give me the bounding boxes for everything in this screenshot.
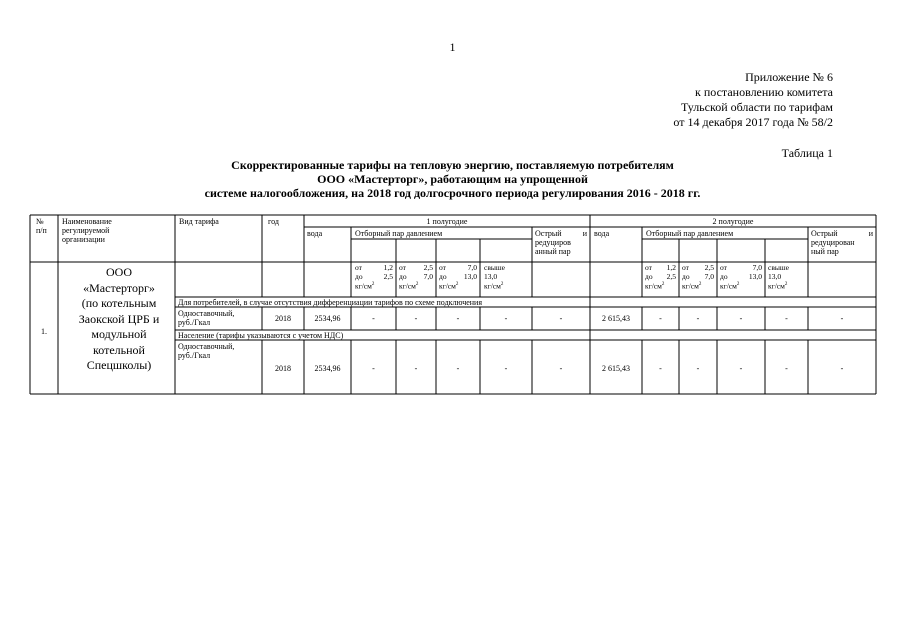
header-hot-steam-h2-line-2: редуцирован <box>811 238 855 247</box>
unit-superscript: 2 <box>661 282 665 287</box>
header-pressure-4-h2 <box>768 264 789 291</box>
row-1-dash: - <box>414 314 418 323</box>
pressure-4-h2-unit <box>768 281 789 291</box>
pressure-2-h2-unit <box>682 281 714 291</box>
header-org-line-2: регулируемой <box>62 226 110 235</box>
pressure-3-h2-line-1: от 7,0 <box>720 263 762 272</box>
row-1-water-h1: 2534,96 <box>314 314 341 323</box>
row-1-water-h2: 2 615,43 <box>602 314 630 323</box>
pressure-3-h1-line-2: до 13,0 <box>439 271 477 281</box>
unit-superscript: 2 <box>455 282 459 287</box>
row-1-tariff-type <box>178 309 234 327</box>
unit-superscript: 2 <box>371 282 375 287</box>
pressure-4-h1-line-1: свыше <box>484 263 506 272</box>
unit-text: кг/см <box>682 281 699 291</box>
row-2-water-h1: 2534,96 <box>314 364 341 373</box>
row-1-dash: - <box>504 314 508 323</box>
unit-text: кг/см <box>484 281 501 291</box>
title-line-3: системе налогообложения, на 2018 год долгосрочного периода регулирования 2016 - 2018 гг. <box>204 186 701 200</box>
header-half-2: 2 полугодие <box>712 217 754 226</box>
appendix-line-4: от 14 декабря 2017 года № 58/2 <box>673 115 833 129</box>
header-hot-steam-h2 <box>811 229 873 256</box>
row-1-tariff-line-2: руб./Гкал <box>178 318 211 327</box>
title-line-2: ООО «Мастерторг», работающим на упрощенной <box>317 172 588 186</box>
pressure-3-h1-unit <box>439 281 477 291</box>
appendix-line-1: Приложение № 6 <box>745 70 833 84</box>
row-2-water-h2: 2 615,43 <box>602 364 630 373</box>
header-org-line-3: организации <box>62 235 105 244</box>
unit-text: кг/см <box>720 281 737 291</box>
organization-line-5: модульной <box>91 327 147 341</box>
header-tariff-type: Вид тарифа <box>179 217 219 226</box>
row-1-dash: - <box>559 314 563 323</box>
pressure-4-h1-unit <box>484 281 505 291</box>
unit-text: кг/см <box>768 281 785 291</box>
header-steam-h2: Отборный пар давлением <box>646 229 734 238</box>
table-label: Таблица 1 <box>781 146 833 160</box>
row-2-dash: - <box>372 364 375 373</box>
header-hot-steam-h2-line-1: Острый и <box>811 229 873 238</box>
pressure-1-h2-unit <box>645 281 676 291</box>
pressure-1-h2-line-2: до 2,5 <box>645 271 676 281</box>
row-1-dash: - <box>696 314 700 323</box>
row-2-dash: - <box>785 364 788 373</box>
row-1-dash: - <box>372 314 375 323</box>
header-hot-steam-h1-line-1: Острый и <box>535 229 587 238</box>
row-1-dash: - <box>785 314 788 323</box>
row-2-dash: - <box>696 364 700 373</box>
row-2-year: 2018 <box>275 364 291 373</box>
unit-superscript: 2 <box>698 282 702 287</box>
row-1-year: 2018 <box>275 314 291 323</box>
row-2-tariff-line-2: руб./Гкал <box>178 351 211 360</box>
pressure-2-h1-line-1: от 2,5 <box>399 263 433 272</box>
appendix-line-2: к постановлению комитета <box>695 85 833 99</box>
pressure-3-h1-line-1: от 7,0 <box>439 263 477 272</box>
unit-text: кг/см <box>645 281 662 291</box>
header-hot-steam-h2-line-3: ный пар <box>811 247 839 256</box>
row-1-tariff-line-1: Одноставочный, <box>178 309 235 318</box>
header-steam-h1: Отборный пар давлением <box>355 229 443 238</box>
organization-line-3: (по котельным <box>81 296 157 310</box>
row-2-dash: - <box>739 364 743 373</box>
section-all-consumers: Для потребителей, в случае отсутствия дифференциации тарифов по схеме подключения <box>178 298 483 307</box>
pressure-1-h1-line-2: до 2,5 <box>355 271 393 281</box>
section-population: Население (тарифы указываются с учетом НДС) <box>178 331 344 340</box>
organization-line-4: Заокской ЦРБ и <box>78 311 160 326</box>
row-1-dash: - <box>840 314 844 323</box>
header-hot-steam-h1-line-3: анный пар <box>535 247 571 256</box>
row-2-dash: - <box>840 364 844 373</box>
row-2-dash: - <box>559 364 563 373</box>
unit-text: кг/см <box>439 281 456 291</box>
row-2-dash: - <box>456 364 460 373</box>
row-1-dash: - <box>456 314 460 323</box>
page-number: 1 <box>449 40 456 54</box>
row-1-dash: - <box>739 314 743 323</box>
appendix-line-3: Тульской области по тарифам <box>680 100 833 114</box>
row-number: 1. <box>41 327 47 336</box>
header-year: год <box>268 217 279 226</box>
pressure-2-h2-line-2: до 7,0 <box>682 271 714 281</box>
organization-line-1: ООО <box>106 265 132 279</box>
header-water-h1: вода <box>307 229 323 238</box>
organization-line-7: Спецшколы) <box>86 358 152 372</box>
pressure-3-h2-line-2: до 13,0 <box>720 271 762 281</box>
header-num <box>36 217 47 235</box>
header-org-line-1: Наименование <box>62 217 112 226</box>
pressure-3-h2-unit <box>720 281 762 291</box>
row-2-dash: - <box>504 364 508 373</box>
header-num-line-1: № <box>36 217 44 226</box>
pressure-4-h2-line-1: свыше <box>768 263 790 272</box>
unit-text: кг/см <box>355 281 372 291</box>
pressure-2-h1-unit <box>399 281 433 291</box>
row-2-dash: - <box>414 364 418 373</box>
row-1-dash: - <box>659 314 662 323</box>
pressure-4-h2-line-2: 13,0 <box>768 271 782 281</box>
pressure-1-h1-unit <box>355 281 393 291</box>
header-hot-steam-h1 <box>535 229 587 256</box>
pressure-4-h1-line-2: 13,0 <box>484 271 498 281</box>
pressure-1-h2-line-1: от 1,2 <box>645 263 676 272</box>
pressure-1-h1-line-1: от 1,2 <box>355 263 393 272</box>
pressure-2-h2-line-1: от 2,5 <box>682 263 714 272</box>
header-half-1: 1 полугодие <box>426 217 468 226</box>
row-2-tariff-line-1: Одноставочный, <box>178 342 235 351</box>
organization-line-6: котельной <box>93 342 145 357</box>
row-2-dash: - <box>659 364 662 373</box>
header-pressure-3-h2 <box>720 264 762 291</box>
row-2-tariff-type <box>178 342 234 360</box>
unit-superscript: 2 <box>784 282 788 287</box>
unit-text: кг/см <box>399 281 416 291</box>
organization-name <box>64 265 174 374</box>
unit-superscript: 2 <box>500 282 504 287</box>
organization-line-2: «Мастерторг» <box>83 280 155 295</box>
unit-superscript: 2 <box>736 282 740 287</box>
pressure-2-h1-line-2: до 7,0 <box>399 271 433 281</box>
header-water-h2: вода <box>594 229 610 238</box>
header-pressure-1-h1 <box>355 264 393 291</box>
header-pressure-2-h2 <box>682 264 714 291</box>
header-pressure-3-h1 <box>439 264 477 291</box>
header-pressure-2-h1 <box>399 264 433 291</box>
header-pressure-1-h2 <box>645 264 676 291</box>
header-pressure-4-h1 <box>484 264 505 291</box>
unit-superscript: 2 <box>415 282 419 287</box>
title-line-1: Скорректированные тарифы на тепловую энергию, поставляемую потребителям <box>231 158 674 172</box>
header-organization <box>62 217 112 244</box>
header-num-line-2: п/п <box>36 226 47 235</box>
header-hot-steam-h1-line-2: редуциров <box>535 238 571 247</box>
